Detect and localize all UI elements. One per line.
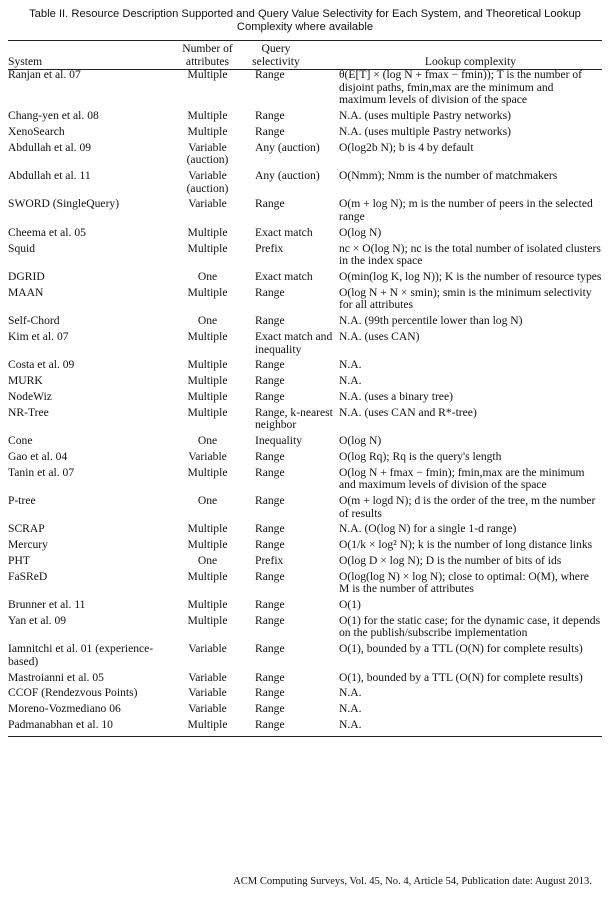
cell-selectivity: Range	[255, 493, 285, 507]
cell-lookup: N.A. (uses multiple Pastry networks)	[339, 109, 511, 123]
cell-lookup: N.A. (uses CAN and R*-tree)	[339, 405, 477, 419]
cell-selectivity: Range, k-nearest neighbor	[255, 405, 333, 432]
cell-selectivity: Range	[255, 109, 285, 123]
cell-system: MURK	[8, 374, 43, 388]
cell-attributes: Variable (auction)	[186, 169, 229, 195]
cell-system: PHT	[8, 553, 30, 567]
table-row	[8, 451, 602, 467]
cell-attributes: Multiple	[187, 374, 228, 388]
cell-selectivity: Range	[255, 374, 285, 388]
cell-attributes: Variable	[188, 686, 227, 700]
table-row	[8, 643, 602, 671]
page-footer: ACM Computing Surveys, Vol. 45, No. 4, Article 54, Publication date: August 2013.	[233, 876, 592, 887]
cell-selectivity: Any (auction)	[255, 169, 320, 183]
cell-lookup: O(min(log K, log N)); K is the number of resource types	[339, 270, 602, 283]
cell-system: FaSReD	[8, 569, 48, 583]
cell-selectivity: Prefix	[255, 241, 284, 255]
cell-attributes: Multiple	[187, 225, 228, 239]
cell-lookup: O(log2b N); b is 4 by default	[339, 140, 474, 154]
cell-system: Mastroianni et al. 05	[8, 670, 104, 684]
cell-selectivity: Range	[255, 449, 285, 463]
cell-attributes: Multiple	[187, 124, 228, 138]
cell-lookup: N.A.	[339, 686, 362, 700]
cell-selectivity: Prefix	[255, 553, 284, 567]
cell-lookup: N.A.	[339, 358, 362, 372]
table-row	[8, 227, 602, 243]
table-row	[8, 615, 602, 643]
cell-selectivity: Range	[255, 465, 285, 479]
cell-system: Mercury	[8, 538, 48, 552]
cell-system: NR-Tree	[8, 405, 49, 419]
cell-attributes: Variable	[188, 670, 227, 684]
cell-selectivity: Range	[255, 613, 285, 627]
cell-selectivity: Range	[255, 598, 285, 612]
cell-system: Abdullah et al. 09	[8, 140, 92, 154]
table-row	[8, 271, 602, 287]
cell-lookup: O(1), bounded by a TTL (O(N) for complete results)	[339, 670, 583, 684]
cell-attributes: Multiple	[187, 329, 228, 343]
header-selectivity: Query selectivity	[252, 42, 300, 68]
cell-system: SCRAP	[8, 522, 45, 536]
cell-system: Cone	[8, 434, 33, 448]
cell-selectivity: Range	[255, 314, 285, 328]
cell-system: Tanin et al. 07	[8, 465, 75, 479]
cell-lookup: O(m + log N); m is the number of peers in the selected range	[339, 197, 593, 224]
cell-lookup: N.A.	[339, 717, 362, 731]
cell-selectivity: Range	[255, 124, 285, 138]
table-row	[8, 467, 602, 495]
table-row	[8, 287, 602, 315]
header-lookup: Lookup complexity	[424, 54, 517, 68]
table-row	[8, 243, 602, 271]
table-row	[8, 170, 602, 198]
cell-selectivity: Range	[255, 358, 285, 372]
cell-attributes: One	[197, 434, 218, 448]
table-row	[8, 331, 602, 359]
cell-lookup: O(1), bounded by a TTL (O(N) for complete results)	[339, 642, 583, 656]
cell-selectivity: Range	[255, 670, 285, 684]
table-row	[8, 391, 602, 407]
cell-attributes: One	[197, 270, 218, 283]
table-row	[8, 703, 602, 719]
cell-selectivity: Exact match and inequality	[255, 329, 333, 356]
bottom-rule	[8, 736, 602, 737]
cell-system: NodeWiz	[8, 389, 52, 403]
cell-selectivity: Inequality	[255, 434, 303, 448]
header-system: System	[8, 54, 43, 68]
cell-system: Padmanabhan et al. 10	[8, 717, 113, 731]
cell-system: Ranjan et al. 07	[8, 68, 81, 82]
cell-lookup: N.A. (99th percentile lower than log N)	[339, 314, 523, 328]
cell-lookup: O(log N)	[339, 225, 382, 239]
table-row	[8, 69, 602, 110]
cell-selectivity: Range	[255, 538, 285, 552]
table-row	[8, 359, 602, 375]
cell-lookup: O(1)	[339, 598, 361, 612]
cell-system: Iamnitchi et al. 01 (experience-based)	[8, 642, 154, 668]
cell-attributes: Multiple	[187, 538, 228, 552]
table-row	[8, 495, 602, 523]
cell-lookup: θ(E[T] × (log N + fmax − fmin)); T is the number of disjoint paths, fmin,max are the minimum and maximum levels of division of the space	[339, 68, 583, 107]
cell-system: Chang-yen et al. 08	[8, 109, 99, 123]
cell-attributes: Multiple	[187, 285, 228, 299]
cell-system: Brunner et al. 11	[8, 598, 86, 612]
cell-system: Moreno-Vozmediano 06	[8, 702, 121, 716]
cell-system: Costa et al. 09	[8, 358, 75, 372]
cell-selectivity: Range	[255, 389, 285, 403]
table-row	[8, 110, 602, 126]
cell-selectivity: Range	[255, 569, 285, 583]
table-row	[8, 315, 602, 331]
cell-system: SWORD (SingleQuery)	[8, 197, 120, 211]
table-row	[8, 599, 602, 615]
table-row	[8, 375, 602, 391]
table-row	[8, 672, 602, 688]
cell-selectivity: Range	[255, 522, 285, 536]
cell-system: Abdullah et al. 11	[8, 169, 91, 183]
cell-system: Kim et al. 07	[8, 329, 69, 343]
table-row	[8, 555, 602, 571]
cell-system: XenoSearch	[8, 124, 65, 138]
cell-lookup: O(log Rq); Rq is the query's length	[339, 449, 502, 463]
table-row	[8, 435, 602, 451]
cell-attributes: Multiple	[187, 389, 228, 403]
cell-lookup: O(Nmm); Nmm is the number of matchmakers	[339, 169, 558, 183]
cell-attributes: One	[197, 493, 218, 507]
cell-system: Squid	[8, 241, 36, 255]
cell-system: Self-Chord	[8, 314, 60, 328]
table-caption: Table II. Resource Description Supported and Query Value Selectivity for Each System, and Theoretical Lookup Complexity where available	[29, 8, 581, 33]
cell-attributes: Multiple	[187, 522, 228, 536]
cell-lookup: O(log(log N) × log N); close to optimal: O(M), where M is the number of attributes	[339, 569, 589, 596]
cell-attributes: Multiple	[187, 241, 228, 255]
table-row	[8, 719, 602, 735]
table-row	[8, 687, 602, 703]
cell-system: P-tree	[8, 493, 36, 507]
cell-selectivity: Range	[255, 642, 285, 656]
cell-system: Yan et al. 09	[8, 613, 67, 627]
cell-attributes: Variable	[188, 642, 227, 656]
cell-lookup: O(log D × log N); D is the number of bits of ids	[339, 553, 562, 567]
cell-lookup: N.A.	[339, 374, 362, 388]
cell-lookup: O(1/k × log² N); k is the number of long distance links	[339, 538, 593, 552]
cell-attributes: Multiple	[187, 613, 228, 627]
cell-attributes: Multiple	[187, 717, 228, 731]
cell-selectivity: Range	[255, 686, 285, 700]
cell-attributes: Multiple	[187, 598, 228, 612]
cell-lookup: O(m + logd N); d is the order of the tree, m the number of results	[339, 493, 596, 520]
cell-attributes: Multiple	[187, 569, 228, 583]
cell-system: DGRID	[8, 270, 45, 283]
resource-table	[8, 43, 602, 735]
table-row	[8, 407, 602, 435]
cell-selectivity: Exact match	[255, 225, 313, 239]
table-row	[8, 198, 602, 226]
cell-attributes: Multiple	[187, 109, 228, 123]
table-row	[8, 142, 602, 170]
cell-attributes: Multiple	[187, 405, 228, 419]
table-row	[8, 126, 602, 142]
table-row	[8, 523, 602, 539]
top-rule	[8, 40, 602, 41]
cell-attributes: Multiple	[187, 358, 228, 372]
cell-selectivity: Range	[255, 285, 285, 299]
cell-lookup: N.A. (uses CAN)	[339, 329, 420, 343]
cell-lookup: O(log N)	[339, 434, 382, 448]
cell-lookup: O(log N + N × smin); smin is the minimum selectivity for all attributes	[339, 285, 592, 312]
cell-attributes: One	[197, 314, 218, 328]
cell-attributes: Multiple	[187, 465, 228, 479]
cell-attributes: Multiple	[187, 68, 228, 82]
cell-selectivity: Range	[255, 68, 285, 82]
cell-attributes: Variable	[188, 197, 227, 211]
table-row	[8, 539, 602, 555]
cell-lookup: O(log N + fmax − fmin); fmin,max are the minimum and maximum levels of division of the space	[339, 465, 585, 492]
cell-attributes: Variable	[188, 702, 227, 716]
cell-system: MAAN	[8, 285, 44, 299]
cell-lookup: N.A. (O(log N) for a single 1-d range)	[339, 522, 517, 536]
cell-lookup: N.A. (uses multiple Pastry networks)	[339, 124, 511, 138]
cell-attributes: Variable	[188, 449, 227, 463]
table-header-row	[8, 43, 602, 69]
cell-lookup: N.A. (uses a binary tree)	[339, 389, 453, 403]
cell-selectivity: Range	[255, 197, 285, 211]
cell-system: Gao et al. 04	[8, 449, 68, 463]
cell-selectivity: Range	[255, 717, 285, 731]
cell-attributes: Variable (auction)	[186, 140, 229, 167]
cell-attributes: One	[197, 553, 218, 567]
cell-selectivity: Exact match	[255, 270, 313, 283]
header-rule	[8, 69, 602, 70]
cell-lookup: N.A.	[339, 702, 362, 716]
cell-lookup: O(1) for the static case; for the dynamic case, it depends on the publish/subscribe implementation	[339, 613, 601, 640]
cell-lookup: nc × O(log N); nc is the total number of isolated clusters in the index space	[339, 241, 601, 268]
table-row	[8, 571, 602, 599]
cell-selectivity: Any (auction)	[255, 140, 320, 154]
cell-system: CCOF (Rendezvous Points)	[8, 686, 138, 700]
cell-selectivity: Range	[255, 702, 285, 716]
table-body	[8, 69, 602, 735]
header-attributes: Number of attributes	[182, 42, 233, 68]
cell-system: Cheema et al. 05	[8, 225, 86, 239]
